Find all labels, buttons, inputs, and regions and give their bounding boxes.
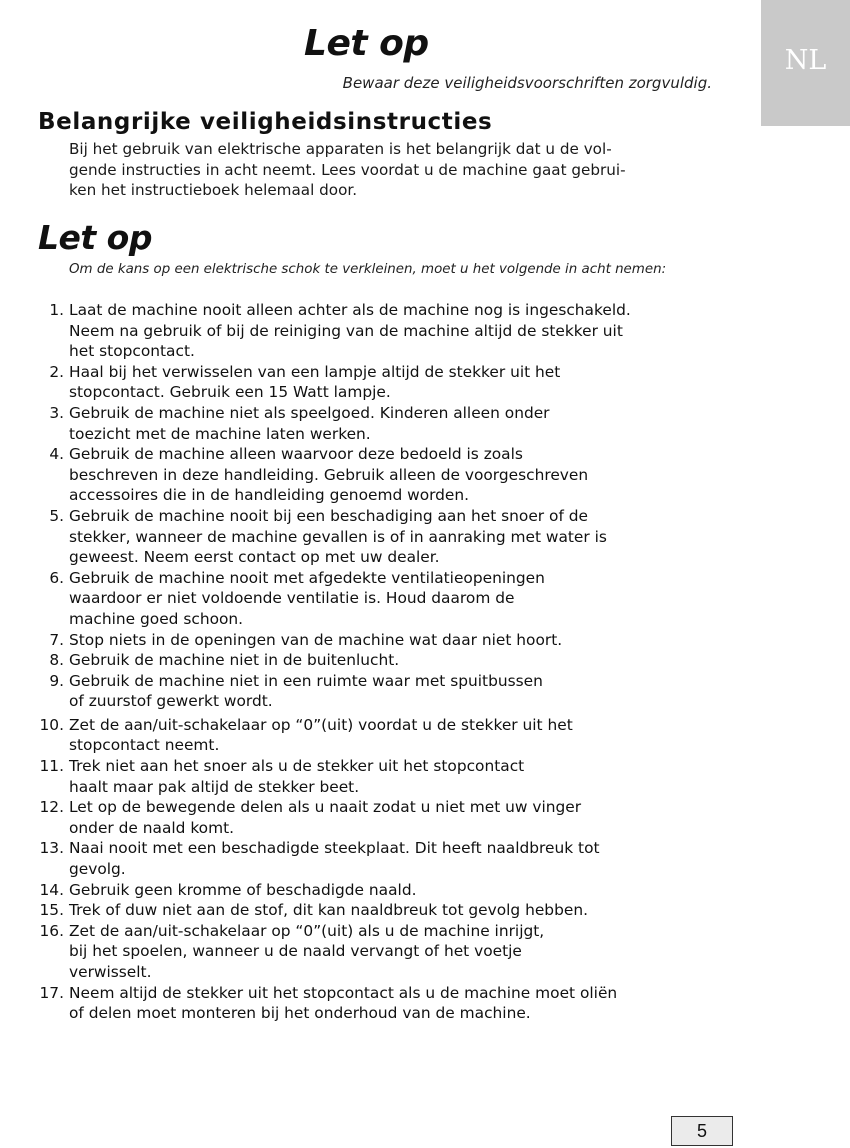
rule-number: 9.: [49, 671, 64, 690]
rule-text-line: waardoor er niet voldoende ventilatie is. Houd daarom de: [69, 589, 515, 608]
safety-rule: [0, 900, 761, 921]
rule-number: 3.: [49, 403, 64, 422]
rule-number: 12.: [39, 798, 64, 817]
safety-rule: [0, 568, 761, 630]
rule-text-line: of zuurstof gewerkt wordt.: [69, 692, 273, 711]
warning-title: Let op: [38, 218, 152, 257]
rule-text-line: Zet de aan/uit-schakelaar op “0”(uit) als u de machine inrijgt,: [69, 921, 545, 940]
rule-text-line: Neem altijd de stekker uit het stopcontact als u de machine moet oliën: [69, 983, 618, 1002]
safety-rule: [0, 715, 761, 756]
rule-text-line: onder de naald komt.: [69, 818, 235, 837]
rule-text-line: Trek niet aan het snoer als u de stekker uit het stopcontact: [69, 757, 525, 776]
safety-rule: [0, 983, 761, 1024]
rule-text-line: Stop niets in de openingen van de machine wat daar niet hoort.: [69, 630, 563, 649]
rule-text-line: verwisselt.: [69, 963, 152, 981]
safety-rule: [0, 756, 761, 797]
rule-text-line: Laat de machine nooit alleen achter als de machine nog is ingeschakeld.: [69, 301, 631, 319]
language-tab-label: NL: [784, 44, 827, 76]
safety-rule: [0, 921, 761, 983]
intro-line: Bij het gebruik van elektrische apparaten is het belangrijk dat u de vol-: [69, 140, 612, 158]
rule-text-line: Gebruik de machine niet in de buitenlucht.: [69, 651, 400, 670]
rule-text-line: Gebruik de machine alleen waarvoor deze bedoeld is zoals: [69, 445, 523, 464]
rule-text-line: Trek of duw niet aan de stof, dit kan naaldbreuk tot gevolg hebben.: [69, 901, 588, 920]
rule-text-line: Zet de aan/uit-schakelaar op “0”(uit) voordat u de stekker uit het: [69, 715, 573, 734]
rule-number: 8.: [49, 651, 64, 670]
intro-line: gende instructies in acht neemt. Lees voordat u de machine gaat gebrui-: [69, 160, 626, 179]
rule-text-line: accessoires die in de handleiding genoemd worden.: [69, 486, 470, 505]
safety-rule: [0, 650, 761, 671]
rule-text-line: of delen moet monteren bij het onderhoud van de machine.: [69, 1004, 531, 1023]
rule-text-line: beschreven in deze handleiding. Gebruik alleen de voorgeschreven: [69, 465, 589, 484]
rule-text-line: Naai nooit met een beschadigde steekplaat. Dit heeft naaldbreuk tot: [69, 839, 600, 858]
rule-number: 15.: [39, 901, 64, 920]
rule-number: 1.: [49, 301, 64, 319]
rule-number: 6.: [49, 568, 64, 587]
rule-number: 13.: [39, 839, 64, 858]
safety-rule: [0, 838, 761, 879]
safety-rules-list: [0, 300, 761, 1024]
safety-rule: [0, 797, 761, 838]
rule-text-line: Gebruik de machine nooit met afgedekte ventilatieopeningen: [69, 568, 545, 587]
rule-text-line: Let op de bewegende delen als u naait zodat u niet met uw vinger: [69, 798, 582, 817]
rule-text-line: gevolg.: [69, 860, 126, 879]
rule-number: 7.: [49, 630, 64, 649]
rule-text-line: Gebruik de machine nooit bij een beschadiging aan het snoer of de: [69, 506, 588, 525]
page-number-label: 5: [696, 1120, 707, 1141]
rule-text-line: Gebruik geen kromme of beschadigde naald.: [69, 880, 417, 899]
rule-number: 11.: [39, 757, 64, 776]
safety-rule: [0, 630, 761, 651]
rule-number: 17.: [39, 983, 64, 1002]
rule-number: 5.: [49, 506, 64, 525]
intro-line: ken het instructieboek helemaal door.: [69, 181, 358, 199]
rule-text-line: haalt maar pak altijd de stekker beet.: [69, 777, 360, 796]
rule-text-line: stopcontact neemt.: [69, 736, 220, 755]
intro-paragraph: [69, 139, 719, 201]
rule-number: 4.: [49, 445, 64, 464]
section-heading: Belangrijke veiligheidsinstructies: [38, 109, 493, 135]
safety-rule: [0, 444, 761, 506]
rule-text-line: toezicht met de machine laten werken.: [69, 424, 371, 443]
safety-rule: [0, 506, 761, 568]
rule-number: 2.: [49, 362, 64, 381]
rule-text-line: Neem na gebruik of bij de reiniging van de machine altijd de stekker uit: [69, 321, 623, 340]
rule-text-line: stekker, wanneer de machine gevallen is of in aanraking met water is: [69, 527, 607, 546]
page-subtitle: Bewaar deze veiligheidsvoorschriften zorgvuldig.: [342, 74, 712, 92]
language-tab: [761, 0, 850, 126]
page-number: [671, 1116, 733, 1146]
rule-number: 16.: [39, 921, 64, 940]
rule-text-line: Gebruik de machine niet in een ruimte waar met spuitbussen: [69, 671, 543, 690]
rule-text-line: Gebruik de machine niet als speelgoed. Kinderen alleen onder: [69, 403, 550, 422]
rule-text-line: stopcontact. Gebruik een 15 Watt lampje.: [69, 383, 391, 402]
rule-text-line: het stopcontact.: [69, 342, 195, 361]
rule-number: 14.: [39, 880, 64, 899]
page-title: Let op: [304, 23, 429, 64]
safety-rule: [0, 671, 761, 712]
rule-text-line: Haal bij het verwisselen van een lampje altijd de stekker uit het: [69, 362, 561, 381]
rule-text-line: bij het spoelen, wanneer u de naald vervangt of het voetje: [69, 942, 522, 961]
safety-rule: [0, 403, 761, 444]
safety-rule: [0, 362, 761, 403]
rule-text-line: geweest. Neem eerst contact op met uw dealer.: [69, 548, 440, 567]
warning-subtitle: Om de kans op een elektrische schok te verkleinen, moet u het volgende in acht nemen:: [69, 262, 667, 277]
rule-number: 10.: [39, 715, 64, 734]
safety-rule: [0, 300, 761, 362]
safety-rule: [0, 880, 761, 901]
rule-text-line: machine goed schoon.: [69, 609, 244, 628]
